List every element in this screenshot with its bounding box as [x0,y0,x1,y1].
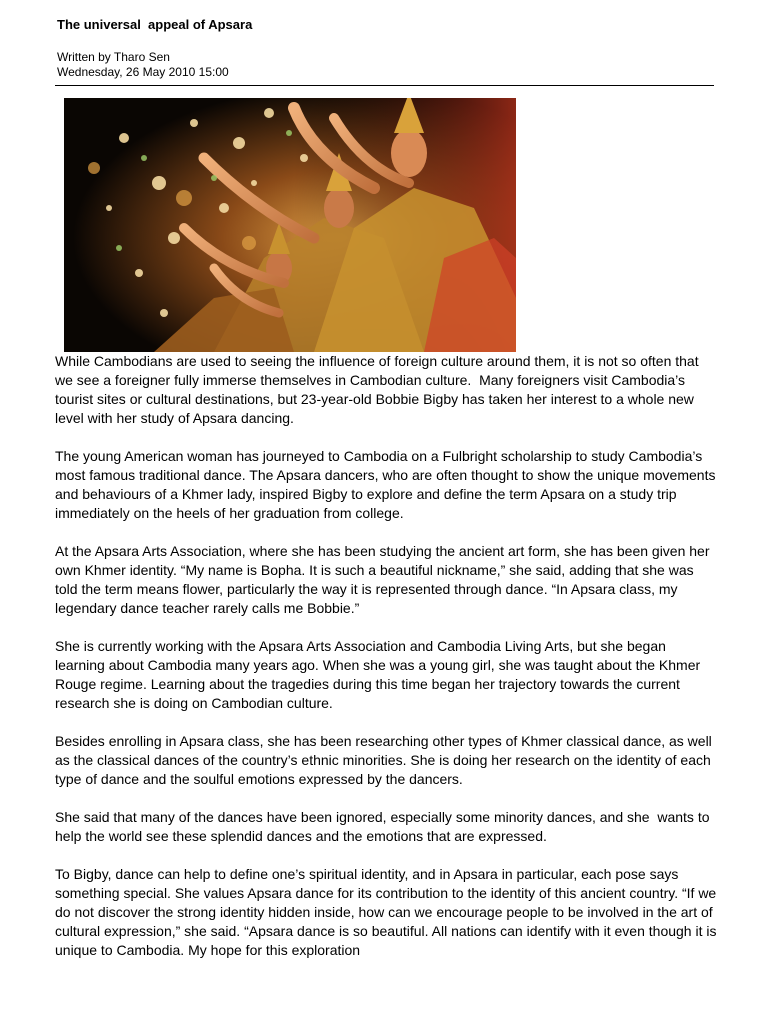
article-meta [57,50,229,80]
article-paragraph: She said that many of the dances have been ignored, especially some minority dances, and she wants to help the world see these splendid dances and the emotions that are expressed. [55,809,714,844]
article-paragraph: At the Apsara Arts Association, where she has been studying the ancient art form, she has been given her own Khmer identity. “My name is Bopha. It is such a beautiful nickname,” she said, adding that she was told the term means flower, particularly the way it is represented through dance. “In Apsara class, my legendary dance teacher rarely calls me Bobbie.” [55,543,714,616]
article-paragraph: While Cambodians are used to seeing the influence of foreign culture around them, it is not so often that we see a foreigner fully immerse themselves in Cambodian culture. Many foreigners visit Cambodia’s tourist sites or cultural destinations, but 23-year-old Bobbie Bigby has taken her interest to a whole new level with her study of Apsara dancing. [55,353,703,426]
article-author: Written by Tharo Sen [57,50,170,64]
apsara-dancers-photo [64,98,516,352]
article-paragraph: Besides enrolling in Apsara class, she has been researching other types of Khmer classical dance, as well as the classical dances of the country’s ethnic minorities. She is doing her research on the identity of each type of dance and the soulful emotions expressed by the dancers. [55,733,716,787]
article-title: The universal appeal of Apsara [57,17,253,32]
article-date: Wednesday, 26 May 2010 15:00 [57,65,229,79]
article-paragraph: The young American woman has journeyed to Cambodia on a Fulbright scholarship to study Cambodia’s most famous traditional dance. The Apsara dancers, who are often thought to show the unique movements and behaviours of a Khmer lady, inspired Bigby to explore and define the term Apsara on a study trip immediately on the heels of her graduation from college. [55,448,720,521]
article-body [55,352,721,979]
article-paragraph: To Bigby, dance can help to define one’s spiritual identity, and in Apsara in particular, each pose says something special. She values Apsara dance for its contribution to the identity of this ancient country. “If we do not discover the strong identity hidden inside, how can we encourage people to be involved in the art of cultural expression,” she said. “Apsara dance is so beautiful. All nations can identify with it even though it is unique to Cambodia. My hope for this exploration [55,866,721,958]
article-paragraph: She is currently working with the Apsara Arts Association and Cambodia Living Arts, but she began learning about Cambodia many years ago. When she was a young girl, she was taught about the Khmer Rouge regime. Learning about the tragedies during this time began her trajectory towards the current research she is doing on Cambodian culture. [55,638,705,711]
header-divider [55,85,714,86]
